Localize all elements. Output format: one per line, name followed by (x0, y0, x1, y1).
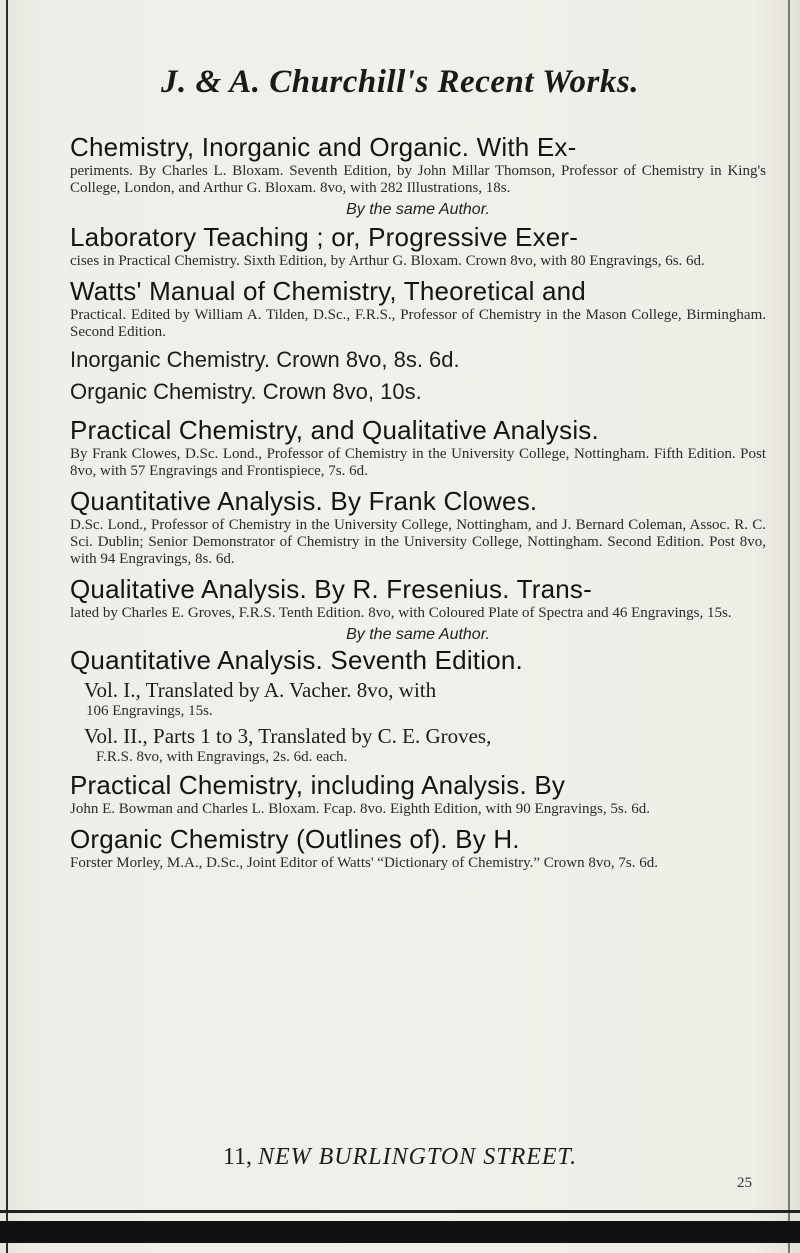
entry-title: Quantitative Analysis. Seventh Edition. (70, 645, 523, 675)
entry-body: periments. By Charles L. Bloxam. Seventh Edition, by John Millar Thomson, Professor of Chemistry in King's College, London, and Arthur G. Bloxam. 8vo, with 282 Illustrations, 18s. (70, 163, 766, 196)
entry-title: Qualitative Analysis. By R. Fresenius. Trans- (70, 574, 592, 604)
entry-body: lated by Charles E. Groves, F.R.S. Tenth Edition. 8vo, with Coloured Plate of Spectra and 46 Engravings, 15s. (70, 605, 732, 621)
street-number: 11, (222, 1144, 252, 1170)
list-item (70, 645, 766, 676)
entry-body: F.R.S. 8vo, with Engravings, 2s. 6d. each. (96, 749, 348, 765)
list-item (70, 276, 766, 341)
page-number: 25 (737, 1175, 752, 1191)
list-item (70, 415, 766, 480)
list-item (84, 724, 766, 766)
street-name: NEW BURLINGTON STREET. (257, 1144, 578, 1170)
entry-body: By Frank Clowes, D.Sc. Lond., Professor of Chemistry in the University College, Nottingham. Fifth Edition. Post 8vo, with 57 Engravings and Frontispiece, 7s. 6d. (70, 446, 766, 479)
entry-body: cises in Practical Chemistry. Sixth Edition, by Arthur G. Bloxam. Crown 8vo, with 80 Engravings, 6s. 6d. (70, 253, 705, 269)
right-margin-rule (788, 0, 790, 1253)
byline: By the same Author. (346, 201, 490, 218)
entry-title: Practical Chemistry, including Analysis. By (70, 770, 566, 800)
entry-title: Practical Chemistry, and Qualitative Analysis. (70, 415, 599, 445)
byline: By the same Author. (346, 626, 490, 643)
list-item (70, 132, 766, 197)
list-item (70, 486, 766, 568)
entry-subtitle: Inorganic Chemistry. Crown 8vo, 8s. 6d. (70, 347, 460, 372)
list-item (70, 222, 766, 270)
list-item (70, 574, 766, 622)
entry-title: Organic Chemistry (Outlines of). By H. (70, 824, 520, 854)
entry-body: 106 Engravings, 15s. (86, 703, 213, 719)
entry-body: Forster Morley, M.A., D.Sc., Joint Editor of Watts' “Dictionary of Chemistry.” Crown 8vo, 7s. 6d. (70, 855, 658, 871)
list-item (84, 678, 766, 720)
entry-title: Laboratory Teaching ; or, Progressive Exer- (70, 222, 579, 252)
entry-body: Practical. Edited by William A. Tilden, D.Sc., F.R.S., Professor of Chemistry in the Mason College, Birmingham. Second Edition. (70, 307, 766, 340)
publisher-address (100, 1144, 700, 1171)
entry-body: D.Sc. Lond., Professor of Chemistry in the University College, Nottingham, and J. Bernard Coleman, Assoc. R. C. Sci. Dublin; Senior Demonstrator of Chemistry in the University College, Nottingham. Second Edition. Post 8vo, with 94 Engravings, 8s. 6d. (70, 517, 766, 567)
entry-title: Quantitative Analysis. By Frank Clowes. (70, 486, 538, 516)
entry-body: John E. Bowman and Charles L. Bloxam. Fcap. 8vo. Eighth Edition, with 90 Engravings, 5s. 6d. (70, 801, 650, 817)
page-header: J. & A. Churchill's Recent Works. (161, 64, 639, 100)
divider (0, 1210, 800, 1213)
book-list (70, 132, 766, 872)
entry-subtitle: Organic Chemistry. Crown 8vo, 10s. (70, 379, 422, 404)
list-item (70, 824, 766, 872)
entry-title: Watts' Manual of Chemistry, Theoretical and (70, 276, 586, 306)
bottom-edge-band (0, 1221, 800, 1243)
list-item (70, 770, 766, 818)
entry-subtitle: Vol. I., Translated by A. Vacher. 8vo, with (84, 678, 437, 702)
entry-title: Chemistry, Inorganic and Organic. With Ex- (70, 132, 577, 162)
left-margin-rule (6, 0, 8, 1253)
entry-subtitle: Vol. II., Parts 1 to 3, Translated by C. E. Groves, (84, 724, 492, 748)
